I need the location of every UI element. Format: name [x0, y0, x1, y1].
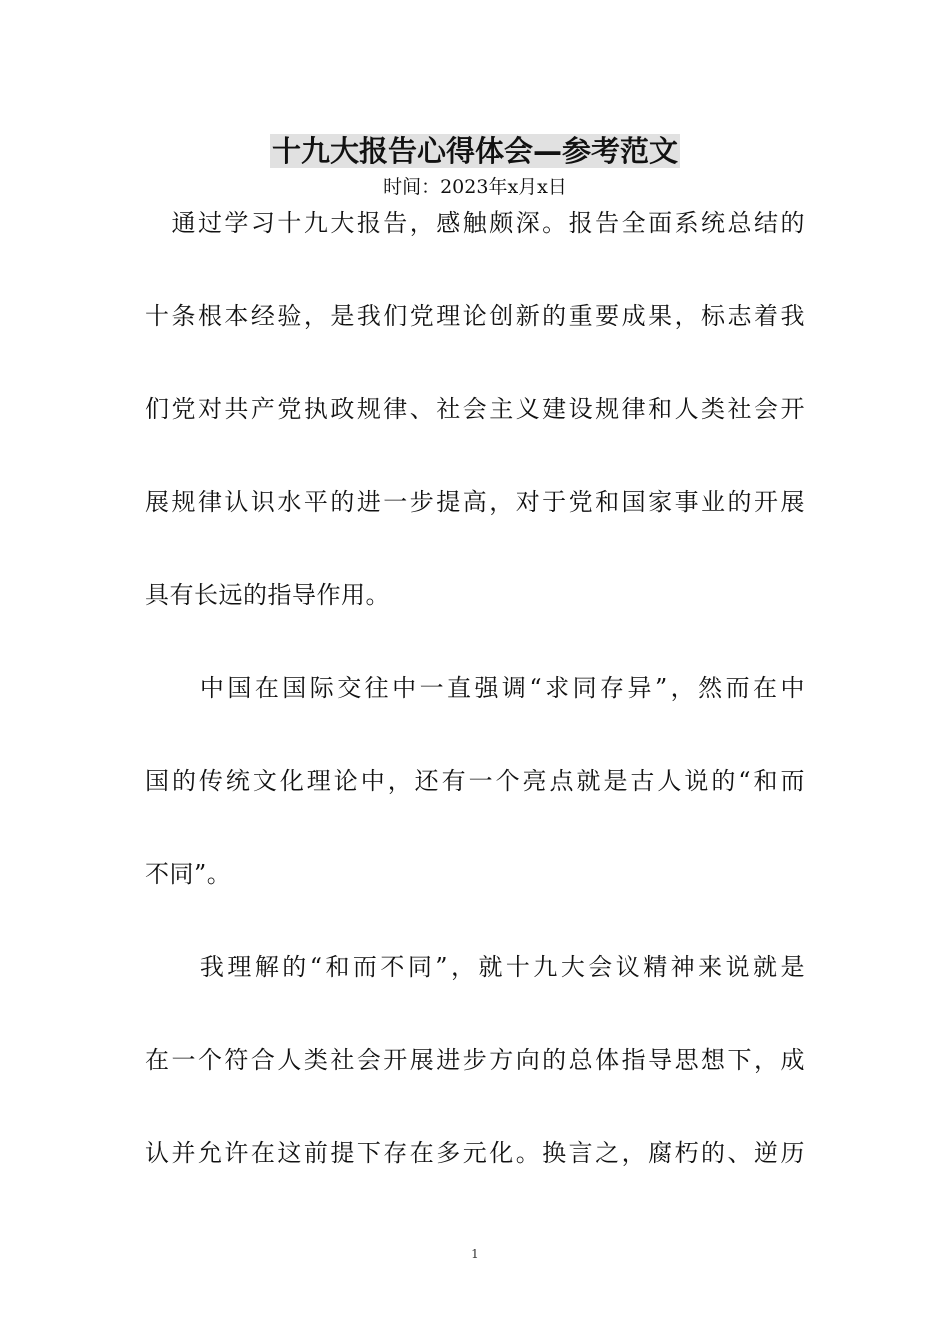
body-line: 国的传统文化理论中，还有一个亮点就是古人说的“和而	[145, 767, 805, 795]
document-date: 时间：2023年x月x日	[383, 176, 567, 198]
body-line: 具有长远的指导作用。	[145, 581, 390, 609]
page-number: 1	[471, 1247, 479, 1261]
body-line: 在一个符合人类社会开展进步方向的总体指导思想下，成	[145, 1046, 805, 1074]
body-line: 不同”。	[145, 860, 232, 888]
body-line: 十条根本经验，是我们党理论创新的重要成果，标志着我	[145, 302, 805, 330]
body-line: 们党对共产党执政规律、社会主义建设规律和人类社会开	[145, 395, 805, 423]
body-line: 展规律认识水平的进一步提高，对于党和国家事业的开展	[145, 488, 805, 516]
document-title	[0, 133, 950, 169]
body-line: 通过学习十九大报告，感触颇深。报告全面系统总结的	[145, 209, 805, 237]
document-body	[145, 203, 805, 1173]
body-line: 认并允许在这前提下存在多元化。换言之，腐朽的、逆历	[145, 1139, 805, 1167]
document-title-text: 十九大报告心得体会—参考范文	[271, 134, 678, 168]
body-line: 中国在国际交往中一直强调“求同存异”，然而在中	[145, 674, 805, 702]
body-line: 我理解的“和而不同”，就十九大会议精神来说就是	[145, 953, 805, 981]
